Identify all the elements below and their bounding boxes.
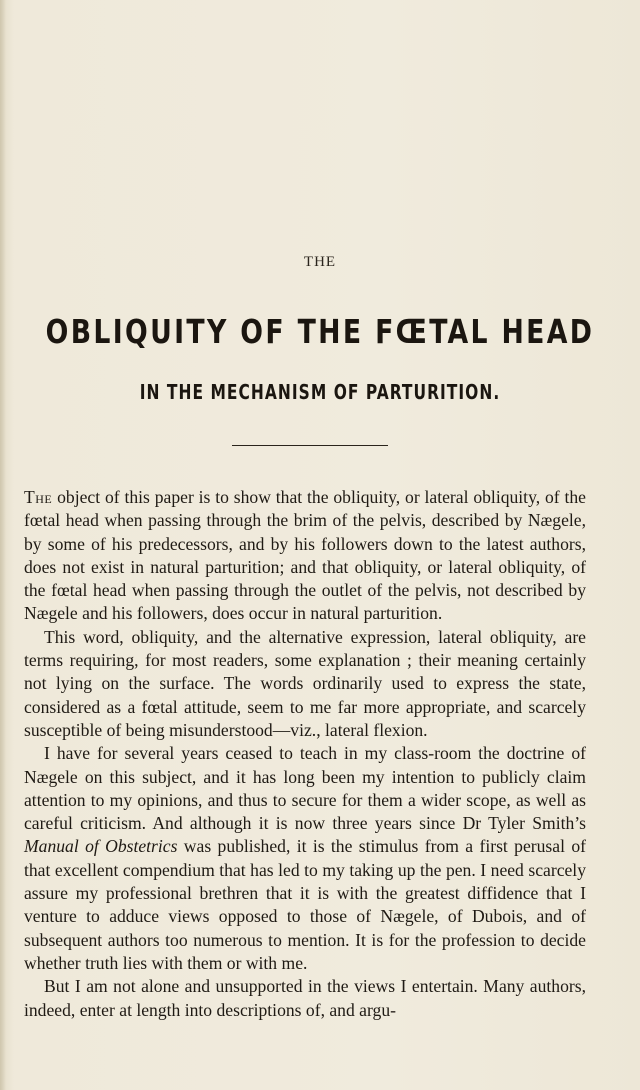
page-gutter-shadow xyxy=(0,0,6,1090)
paragraph-3 xyxy=(24,742,586,975)
paragraph-1-text: object of this paper is to show that the obliquity, or lateral obliquity, of the fœtal head when passing through the brim of the pelvis, described by Nægele, by some of his predecessors, and by his followers down to the latest authors, does not exist in natural parturition; and that obliquity, or lateral obliquity, of the fœtal head when passing through the outlet of the pelvis, not described by Nægele and his followers, does occur in natural parturition. xyxy=(24,487,586,624)
page-subtitle: IN THE MECHANISM OF PARTURITION. xyxy=(139,380,501,404)
paragraph-4: But I am not alone and unsupported in the views I entertain. Many authors, indeed, enter at length into descriptions of, and argu- xyxy=(24,976,586,1020)
book-title-italic: Manual of Obstetrics xyxy=(24,836,178,857)
paragraph-3-text-b: was published, it is the stimulus from a first perusal of that excellent compendium that has led to my taking up the pen. I need scarcely assure my professional brethren that it is with the greatest diffidence that I venture to adduce views opposed to those of Nægele, of Dubois, and of subsequent authors too numerous to mention. It is for the profession to decide whether truth lies with them or with me. xyxy=(24,836,586,973)
body-text xyxy=(24,486,586,1022)
paragraph-3-text-a: I have for several years ceased to teach in my class-room the doctrine of Nægele on this subject, and it has long been my intention to publicly claim attention to my opinions, and thus to secure for them a wider scope, as well as careful criticism. And although it is now three years since Dr Tyler Smith’s xyxy=(24,743,586,834)
page-title: OBLIQUITY OF THE FŒTAL HEAD xyxy=(45,312,595,351)
top-label: THE xyxy=(303,254,337,270)
title-divider xyxy=(232,445,388,446)
paragraph-1 xyxy=(24,486,586,626)
paragraph-1-lead: The xyxy=(24,487,53,507)
paragraph-2: This word, obliquity, and the alternative expression, lateral obliquity, are terms requiring, for most readers, some explanation ; their meaning certainly not lying on the surface. The words ordinarily used to express the state, considered as a fœtal attitude, seem to me far more appropriate, and scarcely susceptible of being misunderstood—viz., lateral flexion. xyxy=(24,626,586,740)
